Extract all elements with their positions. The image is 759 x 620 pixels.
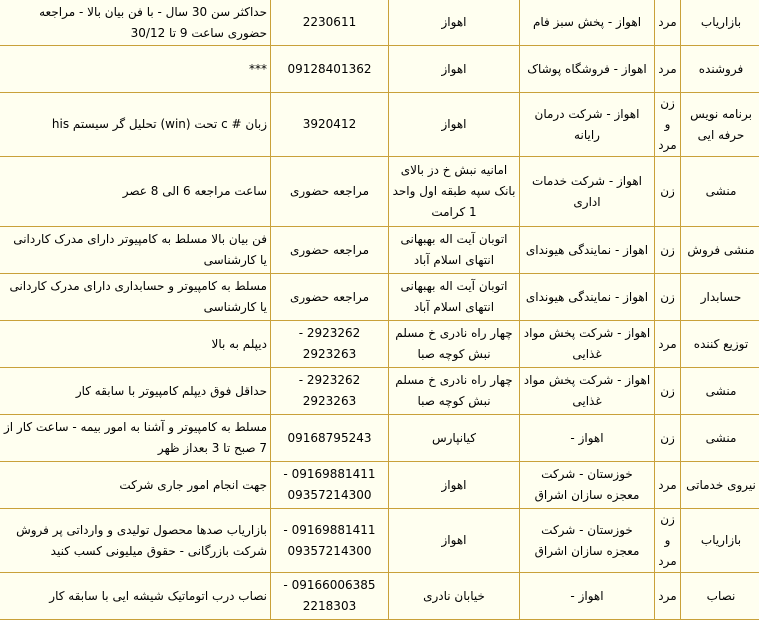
address-cell: امانیه نبش خ دز بالای بانک سپه طبقه اول واحد 1 کرامت <box>389 157 520 227</box>
company-cell: اهواز - نمایندگی هیوندای <box>520 227 655 274</box>
company-cell: خوزستان - شرکت معجزه سازان اشراق <box>520 462 655 509</box>
table-row <box>0 227 759 274</box>
notes-cell: جهت انجام امور جاری شرکت <box>0 462 271 509</box>
phone-cell: 2923262 - 2923263 <box>271 321 389 368</box>
notes-cell: زبان # c تحت (win) تحلیل گر سیستم his <box>0 93 271 157</box>
address-cell: اهواز <box>389 509 520 573</box>
notes-cell: حداقل فوق دیپلم کامپیوتر با سابقه کار <box>0 368 271 415</box>
phone-cell: 09128401362 <box>271 46 389 93</box>
gender-cell: زن و مرد <box>655 93 681 157</box>
address-cell: اهواز <box>389 46 520 93</box>
phone-cell: 09166006385 - 2218303 <box>271 573 389 620</box>
gender-cell: زن <box>655 227 681 274</box>
job-title-cell: حسابدار <box>681 274 759 321</box>
gender-cell: زن <box>655 415 681 462</box>
phone-cell: 2923262 - 2923263 <box>271 368 389 415</box>
company-cell: اهواز - نمایندگی هیوندای <box>520 274 655 321</box>
company-cell: اهواز - شرکت درمان رایانه <box>520 93 655 157</box>
notes-cell: حداکثر سن 30 سال - با فن بیان بالا - مراجعه حضوری ساعت 9 تا 30/12 <box>0 0 271 46</box>
address-cell: چهار راه نادری خ مسلم نبش کوچه صبا <box>389 368 520 415</box>
gender-cell: زن <box>655 368 681 415</box>
address-cell: چهار راه نادری خ مسلم نبش کوچه صبا <box>389 321 520 368</box>
job-title-cell: نیروی خدماتی <box>681 462 759 509</box>
job-title-cell: منشی فروش <box>681 227 759 274</box>
notes-cell: ساعت مراجعه 6 الی 8 عصر <box>0 157 271 227</box>
phone-cell: 3920412 <box>271 93 389 157</box>
notes-cell: نصاب درب اتوماتیک شیشه ایی با سابقه کار <box>0 573 271 620</box>
address-cell: اتوبان آیت اله بهبهانی انتهای اسلام آباد <box>389 227 520 274</box>
table-row <box>0 46 759 93</box>
table-row <box>0 462 759 509</box>
job-title-cell: منشی <box>681 368 759 415</box>
address-cell: خیابان نادری <box>389 573 520 620</box>
phone-cell: 2230611 <box>271 0 389 46</box>
table-row <box>0 509 759 573</box>
job-title-cell: نصاب <box>681 573 759 620</box>
company-cell: خوزستان - شرکت معجزه سازان اشراق <box>520 509 655 573</box>
table-row <box>0 573 759 620</box>
gender-cell: مرد <box>655 462 681 509</box>
gender-cell: زن و مرد <box>655 509 681 573</box>
phone-cell: 09169881411 - 09357214300 <box>271 462 389 509</box>
job-title-cell: منشی <box>681 157 759 227</box>
job-title-cell: فروشنده <box>681 46 759 93</box>
address-cell: اهواز <box>389 93 520 157</box>
gender-cell: زن <box>655 274 681 321</box>
gender-cell: مرد <box>655 0 681 46</box>
gender-cell: مرد <box>655 573 681 620</box>
notes-cell: مسلط به کامپیوتر و آشنا به امور بیمه - ساعت کار از 7 صبح تا 3 بعداز ظهر <box>0 415 271 462</box>
notes-cell: *** <box>0 46 271 93</box>
notes-cell: بازاریاب صدها محصول تولیدی و وارداتی پر فروش شرکت بازرگانی - حقوق میلیونی کسب کنید <box>0 509 271 573</box>
job-title-cell: بازاریاب <box>681 0 759 46</box>
notes-cell: فن بیان بالا مسلط به کامپیوتر دارای مدرک کاردانی یا کارشناسی <box>0 227 271 274</box>
company-cell: اهواز - <box>520 573 655 620</box>
address-cell: کیانپارس <box>389 415 520 462</box>
phone-cell: 09169881411 - 09357214300 <box>271 509 389 573</box>
table-row <box>0 415 759 462</box>
company-cell: اهواز - <box>520 415 655 462</box>
job-title-cell: منشی <box>681 415 759 462</box>
job-title-cell: برنامه نویس حرفه ایی <box>681 93 759 157</box>
table-row <box>0 0 759 46</box>
table-row <box>0 368 759 415</box>
address-cell: اهواز <box>389 462 520 509</box>
company-cell: اهواز - شرکت پخش مواد غذایی <box>520 368 655 415</box>
job-title-cell: بازاریاب <box>681 509 759 573</box>
phone-cell: مراجعه حضوری <box>271 274 389 321</box>
address-cell: اهواز <box>389 0 520 46</box>
gender-cell: مرد <box>655 321 681 368</box>
phone-cell: 09168795243 <box>271 415 389 462</box>
company-cell: اهواز - پخش سبز فام <box>520 0 655 46</box>
company-cell: اهواز - فروشگاه پوشاک <box>520 46 655 93</box>
notes-cell: مسلط به کامپیوتر و حسابداری دارای مدرک کاردانی یا کارشناسی <box>0 274 271 321</box>
job-title-cell: توزیع کننده <box>681 321 759 368</box>
address-cell: اتوبان آیت اله بهبهانی انتهای اسلام آباد <box>389 274 520 321</box>
gender-cell: مرد <box>655 46 681 93</box>
phone-cell: مراجعه حضوری <box>271 227 389 274</box>
table-row <box>0 321 759 368</box>
phone-cell: مراجعه حضوری <box>271 157 389 227</box>
table-row <box>0 157 759 227</box>
company-cell: اهواز - شرکت خدمات اداری <box>520 157 655 227</box>
notes-cell: دیپلم به بالا <box>0 321 271 368</box>
company-cell: اهواز - شرکت پخش مواد غذایی <box>520 321 655 368</box>
table-row <box>0 93 759 157</box>
table-row <box>0 274 759 321</box>
gender-cell: زن <box>655 157 681 227</box>
